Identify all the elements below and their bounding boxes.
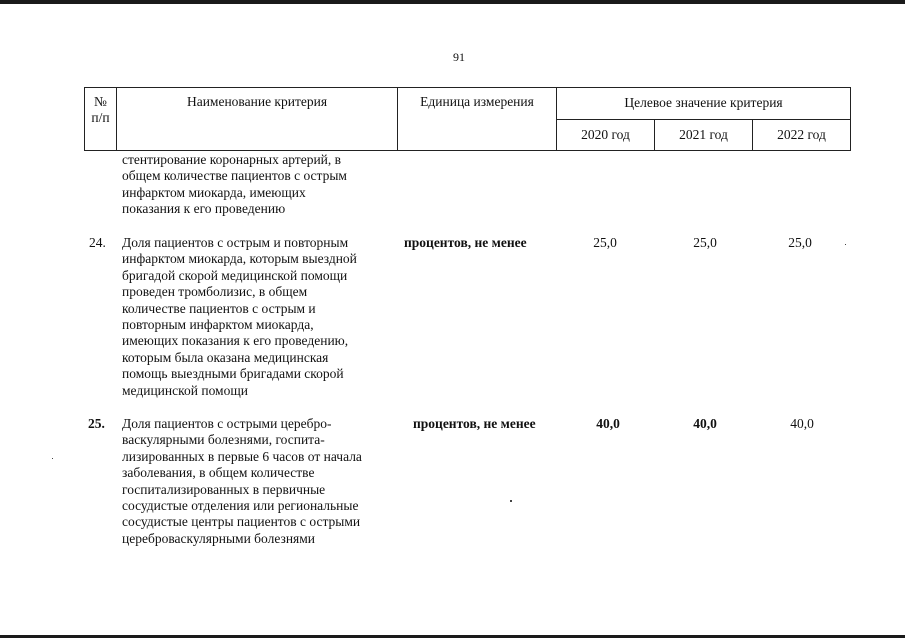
scan-speck [845,244,846,245]
text-line: показания к его проведению [122,201,286,217]
unit-of-measure: процентов, не менее [404,235,527,250]
text-line: которым была оказана медицинская [122,349,329,365]
text-line: инфарктом миокарда, имеющих [122,184,306,200]
text-line: повторным инфарктом миокарда, [122,317,314,333]
header-name-label: Наименование критерия [186,94,328,109]
unit-of-measure: процентов, не менее [413,416,536,431]
text-line: имеющих показания к его проведению, [122,333,349,349]
text-line: сосудистые центры пациентов с острыми [122,514,361,530]
header-unit-label: Единица измерения [420,94,534,109]
text-line: цереброваскулярными болезнями [122,530,316,546]
value-2020: 25,0 [593,235,617,250]
value-2021: 25,0 [693,235,717,250]
scan-speck [52,458,53,459]
header-year-2020: 2020 год [581,127,630,142]
value-2022: 25,0 [788,235,812,250]
text-line: Доля пациентов с острыми церебро- [122,416,332,431]
criterion-text [122,235,397,399]
text-line: количестве пациентов с острым и [122,300,316,316]
row-number: 25. [88,416,105,431]
header-num-label: № [94,94,107,109]
header-target-label: Целевое значение критерия [624,95,783,110]
header-num-sublabel: п/п [91,110,110,125]
text-line: помощь выездными бригадами скорой [122,366,344,382]
text-line: Доля пациентов с острым и повторным [122,235,349,250]
text-line: бригадой скорой медицинской помощи [122,267,348,283]
value-2020: 40,0 [596,416,620,431]
text-line: лизированных в первые 6 часов от начала [122,448,362,464]
text-line: госпитализированных в первичные [122,481,326,497]
value-2021: 40,0 [693,416,717,431]
header-year-2022: 2022 год [777,127,826,142]
scan-speck [510,500,512,502]
text-line: заболевания, в общем количестве [122,465,315,481]
value-2022: 40,0 [790,416,814,431]
text-line: медицинской помощи [122,382,248,398]
row-number: 24. [89,235,106,250]
text-line: васкулярными болезнями, госпита- [122,432,325,448]
text-line: проведен тромболизис, в общем [122,284,308,300]
continuation-text [122,152,397,218]
header-year-2021: 2021 год [679,127,728,142]
scan-bottom-border [0,635,905,638]
scan-top-border [0,0,905,4]
text-line: инфарктом миокарда, которым выездной [122,251,357,267]
page-number: 91 [453,50,465,64]
text-line: стентирование коронарных артерий, в [122,152,342,167]
criterion-text [122,416,397,547]
text-line: общем количестве пациентов с острым [122,168,347,184]
text-line: сосудистые отделения или региональные [122,498,359,514]
